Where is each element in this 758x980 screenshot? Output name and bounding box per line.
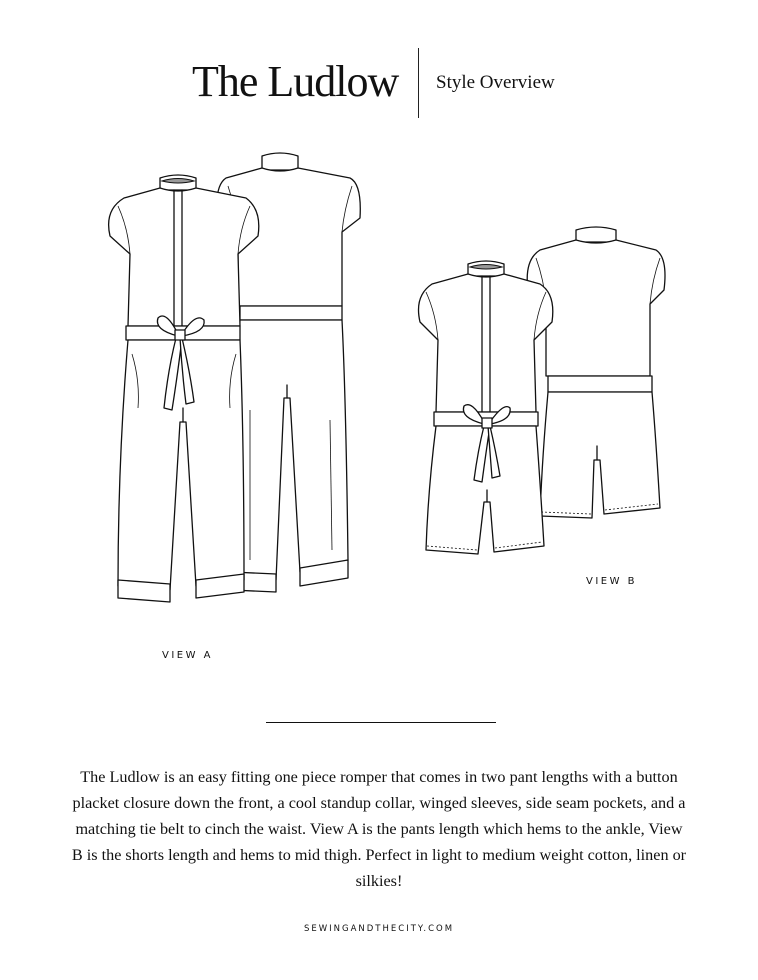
- page-header: [0, 46, 758, 120]
- technical-drawings-svg: [0, 140, 758, 680]
- view-a-front-drawing: [109, 175, 259, 602]
- view-b-front-drawing: [419, 261, 553, 554]
- footer-website: SEWINGANDTHECITY.COM: [303, 924, 455, 934]
- view-b-back-drawing: [527, 227, 665, 518]
- section-divider: [266, 722, 496, 723]
- page-title: The Ludlow: [192, 57, 399, 106]
- technical-drawings: [0, 140, 758, 680]
- page-subtitle: Style Overview: [436, 72, 555, 93]
- style-description: The Ludlow is an easy fitting one piece romper that comes in two pant lengths with a button placket closure down the front, a cool standup collar, winged sleeves, side seam pockets, and a matching tie belt to cinch the waist. View A is the pants length which hems to the ankle, View B is the shorts length and hems to mid thigh. Perfect in light to medium weight cotton, linen or silkies!: [71, 768, 687, 890]
- view-a-label: VIEW A: [162, 650, 214, 661]
- title-divider: [418, 48, 419, 118]
- view-b-label: VIEW B: [586, 576, 638, 587]
